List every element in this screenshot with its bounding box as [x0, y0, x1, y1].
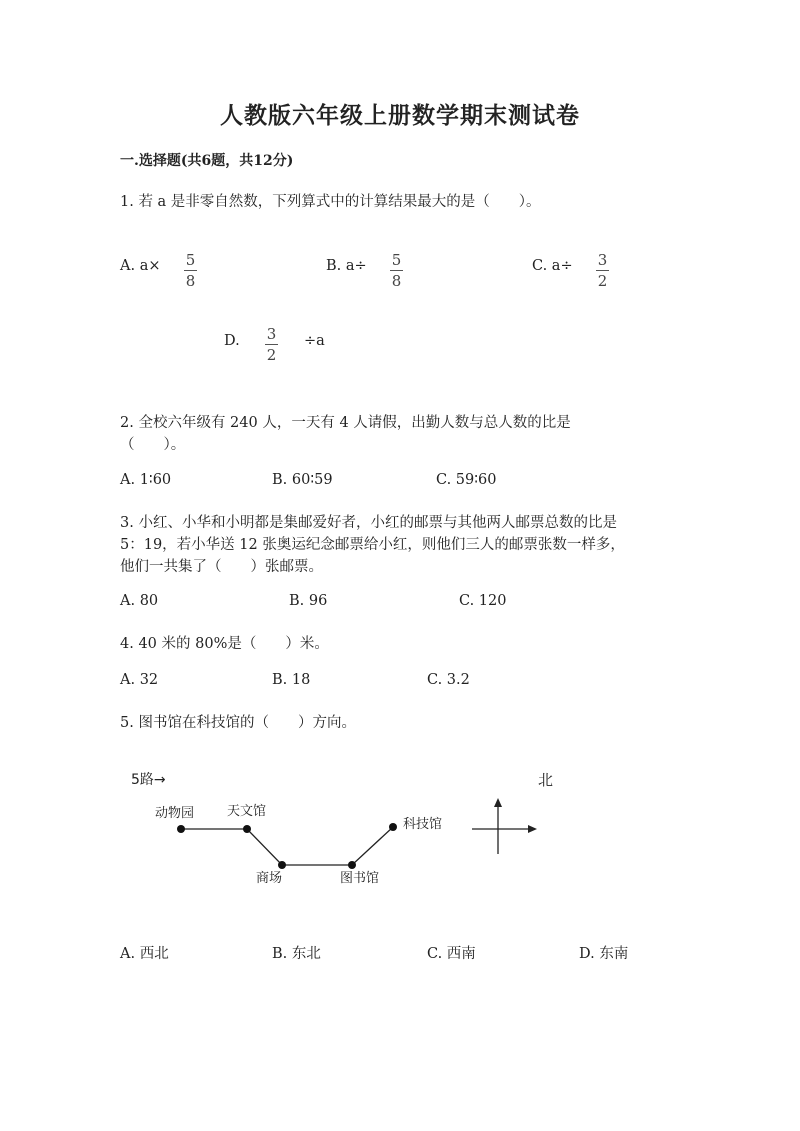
- q3-option-b[interactable]: B. 96: [289, 593, 328, 609]
- q1-option-c-fraction: [596, 251, 609, 290]
- fraction-numerator: 5: [391, 251, 402, 269]
- q1-option-d[interactable]: [224, 333, 240, 349]
- q2-option-a[interactable]: A. 1∶60: [120, 472, 172, 488]
- q5-option-c[interactable]: C. 西南: [427, 946, 476, 962]
- route-line: [181, 827, 393, 865]
- q2-option-c[interactable]: C. 59∶60: [436, 472, 497, 488]
- place-label-science-museum: 科技馆: [403, 817, 443, 832]
- q5-option-d[interactable]: D. 东南: [579, 946, 629, 962]
- q1-option-d-fraction: [265, 325, 278, 364]
- q3-option-a[interactable]: A. 80: [120, 593, 159, 609]
- fraction-bar: [184, 270, 197, 271]
- place-dot-library: [348, 861, 356, 869]
- q4-option-b[interactable]: B. 18: [272, 672, 311, 688]
- fraction-bar: [596, 270, 609, 271]
- fraction-denominator: 2: [266, 346, 277, 364]
- place-dot-zoo: [177, 825, 185, 833]
- bus-route-label: 5路→: [131, 772, 166, 788]
- fraction-denominator: 2: [597, 272, 608, 290]
- q1-option-d-prefix: D.: [224, 333, 240, 349]
- question-1-stem: 1. 若 a 是非零自然数，下列算式中的计算结果最大的是（ ）。: [120, 194, 541, 210]
- q1-option-b-prefix: B. a÷: [326, 258, 367, 274]
- question-4-stem: 4. 40 米的 80%是（ ）米。: [120, 636, 329, 652]
- fraction-bar: [265, 344, 278, 345]
- question-3-stem-line2: 5：19，若小华送 12 张奥运纪念邮票给小红，则他们三人的邮票张数一样多，: [120, 537, 625, 553]
- q4-option-c[interactable]: C. 3.2: [427, 672, 470, 688]
- fraction-denominator: 8: [185, 272, 196, 290]
- compass-north-arrow: [494, 798, 502, 807]
- q1-option-d-suffix: ÷a: [304, 333, 325, 349]
- question-3-stem: 3. 小红、小华和小明都是集邮爱好者，小红的邮票与其他两人邮票总数的比是: [120, 515, 617, 531]
- north-label: 北: [538, 771, 554, 789]
- place-label-mall: 商场: [256, 871, 283, 886]
- question-5-stem: 5. 图书馆在科技馆的（ ）方向。: [120, 715, 356, 731]
- place-label-zoo: 动物园: [155, 806, 195, 821]
- fraction-numerator: 5: [185, 251, 196, 269]
- place-dot-planetarium: [243, 825, 251, 833]
- route-map-diagram: [0, 760, 800, 895]
- q1-option-b[interactable]: [326, 258, 367, 274]
- q1-option-a-prefix: A. a×: [120, 258, 161, 274]
- q1-option-c-prefix: C. a÷: [532, 258, 573, 274]
- question-3-stem-line3: 他们一共集了（ ）张邮票。: [120, 559, 323, 575]
- question-2-stem: 2. 全校六年级有 240 人，一天有 4 人请假，出勤人数与总人数的比是: [120, 415, 571, 431]
- place-dot-science-museum: [389, 823, 397, 831]
- place-label-planetarium: 天文馆: [227, 804, 267, 819]
- q1-option-b-fraction: [390, 251, 403, 290]
- q5-option-a[interactable]: A. 西北: [120, 946, 169, 962]
- q4-option-a[interactable]: A. 32: [120, 672, 159, 688]
- place-dot-mall: [278, 861, 286, 869]
- compass-east-arrow: [528, 825, 537, 833]
- fraction-numerator: 3: [266, 325, 277, 343]
- q1-option-c[interactable]: [532, 258, 573, 274]
- fraction-numerator: 3: [597, 251, 608, 269]
- fraction-bar: [390, 270, 403, 271]
- place-label-library: 图书馆: [340, 871, 380, 886]
- q2-option-b[interactable]: B. 60∶59: [272, 472, 333, 488]
- fraction-denominator: 8: [391, 272, 402, 290]
- section-heading: 一.选择题(共6题，共12分): [120, 153, 294, 169]
- q3-option-c[interactable]: C. 120: [459, 593, 507, 609]
- q5-option-b[interactable]: B. 东北: [272, 946, 321, 962]
- q1-option-a-fraction: [184, 251, 197, 290]
- q1-option-a[interactable]: [120, 258, 160, 274]
- page-title: 人教版六年级上册数学期末测试卷: [220, 102, 580, 129]
- question-2-stem-line2: （ ）。: [120, 437, 186, 453]
